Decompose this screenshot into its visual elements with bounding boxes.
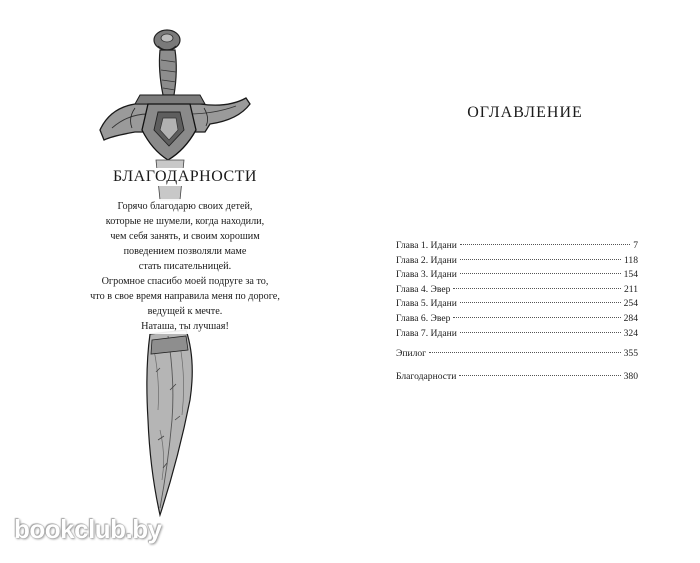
watermark: bookclub.by [14,514,162,544]
sword-grip [159,50,176,95]
ack-line: которые не шумели, когда находили, [105,216,265,227]
toc-entry-page: 211 [623,283,638,295]
sword-crossguard [100,95,250,160]
toc-entry-label: Глава 1. Идани [396,240,457,251]
ack-line: стать писательницей. [138,261,232,272]
toc-entry-page: 254 [623,298,638,310]
toc-entry[interactable] [396,269,638,284]
toc-entry-page: 380 [623,370,638,382]
toc-entry-page: 118 [623,254,638,266]
toc-dot-leader [453,288,621,289]
toc-entry-label: Глава 2. Идани [396,254,457,266]
toc-dot-leader [460,302,621,303]
ack-line: ведущей к мечте. [147,306,223,317]
ack-line: поведением позволяли маме [123,246,247,257]
toc-entry-label: Глава 7. Идани [396,327,457,339]
toc-entry-page: 154 [623,269,638,281]
toc-entry[interactable] [396,328,638,343]
sword-blade [147,330,192,515]
ack-line: Огромное спасибо моей подруге за то, [101,276,269,287]
toc-entry[interactable] [396,298,638,313]
toc-entry-label: Глава 4. Эвер [396,283,451,295]
ack-line: Наташа, ты лучшая! [141,321,229,332]
toc-entry-page: 324 [623,327,638,339]
toc-entry-label: Глава 3. Идани [396,269,457,281]
toc-entry-label: Глава 6. Эвер [396,312,451,324]
toc-dot-leader [453,317,620,318]
toc-entry-page: 355 [623,348,638,360]
toc-entry-page: 284 [623,312,638,324]
toc-dot-leader [429,352,620,353]
toc-entry-page: 7 [633,240,638,251]
sword-pommel [154,30,180,50]
toc-entry-label: Эпилог [396,348,427,360]
toc-dot-leader [460,259,621,260]
toc-entry[interactable] [396,348,638,363]
toc-title: ОГЛАВЛЕНИЕ [467,104,583,121]
toc-dot-leader [460,244,630,245]
toc-dot-leader [460,273,621,274]
toc-entry-label: Благодарности [396,370,457,382]
ack-line: Горячо благодарю своих детей, [117,201,253,212]
acknowledgements-title: БЛАГОДАРНОСТИ [90,168,280,186]
toc-dot-leader [459,375,620,376]
toc-entry-label: Глава 5. Идани [396,298,457,310]
toc-entry[interactable] [396,371,638,386]
toc-entry[interactable] [396,313,638,328]
ack-line: что в свое время направила меня по дороге, [90,291,280,302]
ack-line: чем себя занять, и своим хорошим [110,231,260,242]
toc-entry[interactable] [396,255,638,270]
toc-entry[interactable] [396,240,638,255]
toc-entry[interactable] [396,284,638,299]
acknowledgements-text [70,199,300,334]
table-of-contents [396,240,638,385]
toc-dot-leader [460,332,621,333]
